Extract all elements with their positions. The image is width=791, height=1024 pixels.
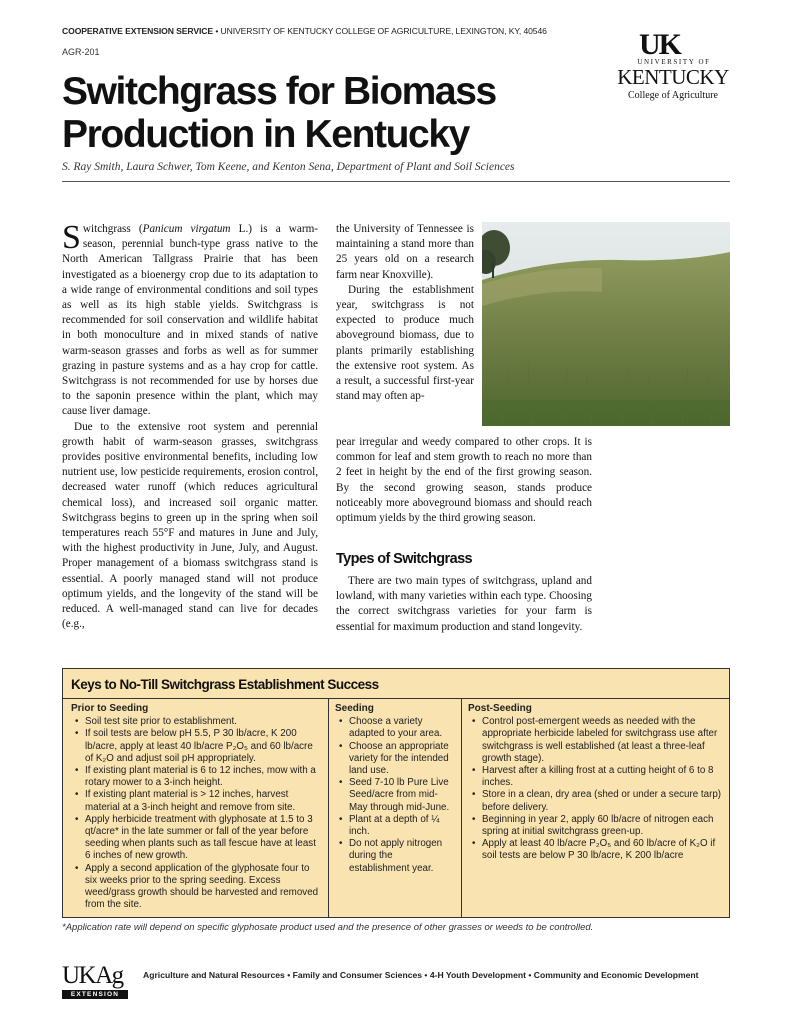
keys-box xyxy=(62,668,730,918)
publisher-line xyxy=(62,26,547,36)
program-areas-footer: Agriculture and Natural Resources • Family and Consumer Sciences • 4-H Youth Development • Community and Economic Development xyxy=(143,970,699,980)
post-heading: Post-Seeding xyxy=(468,703,532,714)
seeding-list xyxy=(335,716,455,875)
list-item: • Apply herbicide treatment with glyphosate at 1.5 to 3 qt/acre* in the late summer or fall of the year before seeding when plants such as tall fescue have at least 6 inches of new growth. xyxy=(85,814,323,863)
list-item: • If existing plant material is 6 to 12 inches, mow with a rotary mower to a 3-inch height. xyxy=(85,765,323,789)
photo-graphic xyxy=(482,222,730,426)
tennessee-paragraph: the University of Tennessee is maintaining a stand more than 25 years old on a research farm near Knoxville). xyxy=(336,223,474,281)
list-item: • Plant at a depth of ¼ inch. xyxy=(349,814,455,838)
keys-box-divider xyxy=(63,698,729,699)
keys-column-divider-2 xyxy=(461,699,462,918)
list-item: • Seed 7-10 lb Pure Live Seed/acre from mid-May through mid-June. xyxy=(349,777,455,814)
list-item: • Beginning in year 2, apply 60 lb/acre of nitrogen each spring at initial switchgrass green-up. xyxy=(482,814,724,838)
prior-list xyxy=(71,716,323,911)
keys-box-title: Keys to No-Till Switchgrass Establishment Success xyxy=(71,677,379,692)
header-divider xyxy=(62,181,730,182)
types-heading: Types of Switchgrass xyxy=(336,551,472,567)
list-item: • If soil tests are below pH 5.5, P 30 lb/acre, K 200 lb/acre, apply at least 40 lb/acre P₂O₅ and 60 lb/acre of K₂O and adjust soil pH appropriately. xyxy=(85,728,323,765)
ukag-logo-text: UKAg xyxy=(62,962,123,989)
body-column-left xyxy=(62,222,318,652)
intro-paragraph: Switchgrass (Panicum virgatum L.) is a warm-season, perennial bunch-type grass native to the North American Tallgrass Prairie that has been investigated as a bioenergy crop due to its adaptation to a wide range of environmental conditions and soil types as well as its high stable yields. Switchgrass is recommended for soil conservation and wildlife habitat in both monoculture and in mixed stands of native warm-season grasses and forbs as well as for summer grazing in pasture systems and as a hay crop for cattle. Switchgrass is not recommended for use by horses due to the saponin presence within the plant, which may cause liver damage. xyxy=(62,222,318,418)
list-item: • Soil test site prior to establishment. xyxy=(85,716,323,728)
uk-mark: UK xyxy=(639,28,680,61)
logo-kentucky: KENTUCKY xyxy=(617,65,729,89)
post-list xyxy=(468,716,724,862)
glyphosate-footnote: *Application rate will depend on specific glyphosate product used and the presence of other grasses or weeds to be controlled. xyxy=(62,922,594,933)
types-column xyxy=(336,574,592,654)
publisher-name: COOPERATIVE EXTENSION SERVICE xyxy=(62,26,214,36)
list-item: • Store in a clean, dry area (shed or under a secure tarp) before delivery. xyxy=(482,789,724,813)
prior-heading: Prior to Seeding xyxy=(71,703,149,714)
seeding-heading: Seeding xyxy=(335,703,374,714)
extension-bar: EXTENSION xyxy=(62,990,128,999)
species-name: Panicum virgatum xyxy=(142,223,231,235)
list-item: • Choose an appropriate variety for the intended land use. xyxy=(349,741,455,778)
seeding-column xyxy=(335,703,455,875)
types-paragraph: There are two main types of switchgrass, upland and lowland, with many varieties within each type. Choosing the correct switchgrass varieties for your farm is essential for maximum production and stand longevity. xyxy=(336,575,592,633)
page-title: Switchgrass for Biomass Production in Kentucky xyxy=(62,70,496,156)
establishment-paragraph-continued: pear irregular and weedy compared to other crops. It is common for leaf and stem growth to reach no more than 2 feet in height by the end of the first growing season. By the second growing season, stands produce noticeably more aboveground biomass and should reach optimum yields by the third growing season. xyxy=(336,436,592,525)
logo-college: College of Agriculture xyxy=(628,90,718,101)
ukag-extension-logo xyxy=(62,962,130,1000)
list-item: • Apply at least 40 lb/acre P₂O₅ and 60 lb/acre of K₂O if soil tests are below P 30 lb/acre, K 200 lb/acre xyxy=(482,838,724,862)
authors-line: S. Ray Smith, Laura Schwer, Tom Keene, and Kenton Sena, Department of Plant and Soil Sciences xyxy=(62,161,515,173)
publication-number: AGR-201 xyxy=(62,47,100,57)
prior-to-seeding-column xyxy=(71,703,323,911)
list-item: • Choose a variety adapted to your area. xyxy=(349,716,455,740)
body-column-right-mid xyxy=(336,435,592,545)
switchgrass-field-photo xyxy=(482,222,730,426)
body-column-right-top xyxy=(336,222,474,434)
list-item: • Do not apply nitrogen during the establishment year. xyxy=(349,838,455,875)
keys-column-divider-1 xyxy=(328,699,329,918)
establishment-paragraph: During the establishment year, switchgrass is not expected to produce much aboveground biomass, due to plants primarily establishing the extensive root system. As a result, a successful first-year stand may often ap- xyxy=(336,283,474,403)
post-seeding-column xyxy=(468,703,724,863)
benefits-paragraph: Due to the extensive root system and perennial growth habit of warm-season grasses, switchgrass provides positive environmental benefits, including low nutrient use, low pesticide requirements, erosion control, decreased water runoff (which reduces agricultural chemical loss), and increased soil organic matter. Switchgrass begins to green up in the spring when soil temperatures reach 55°F and matures in June and July, with the highest productivity in June, July, and August. Proper management of a biomass switchgrass stand is essential. A poorly managed stand will not produce optimum yields, and the longevity of the stand will be reduced. A well-managed stand can live for decades (e.g., xyxy=(62,420,318,631)
list-item: • If existing plant material is > 12 inches, harvest material at a 3-inch height and remove from site. xyxy=(85,789,323,813)
list-item: • Apply a second application of the glyphosate four to six weeks prior to the spring seeding. Excess weed/grass growth should be harvested and removed from the site. xyxy=(85,863,323,912)
list-item: • Control post-emergent weeds as needed with the appropriate herbicide labeled for switchgrass use after switchgrass is well established (at least a three-leaf growth stage). xyxy=(482,716,724,765)
uk-college-logo xyxy=(613,28,733,106)
list-item: • Harvest after a killing frost at a cutting height of 6 to 8 inches. xyxy=(482,765,724,789)
drop-cap: S xyxy=(62,222,81,256)
logo-university-of: UNIVERSITY OF xyxy=(637,58,711,66)
publisher-address: • UNIVERSITY OF KENTUCKY COLLEGE OF AGRICULTURE, LEXINGTON, KY, 40546 xyxy=(213,26,547,36)
